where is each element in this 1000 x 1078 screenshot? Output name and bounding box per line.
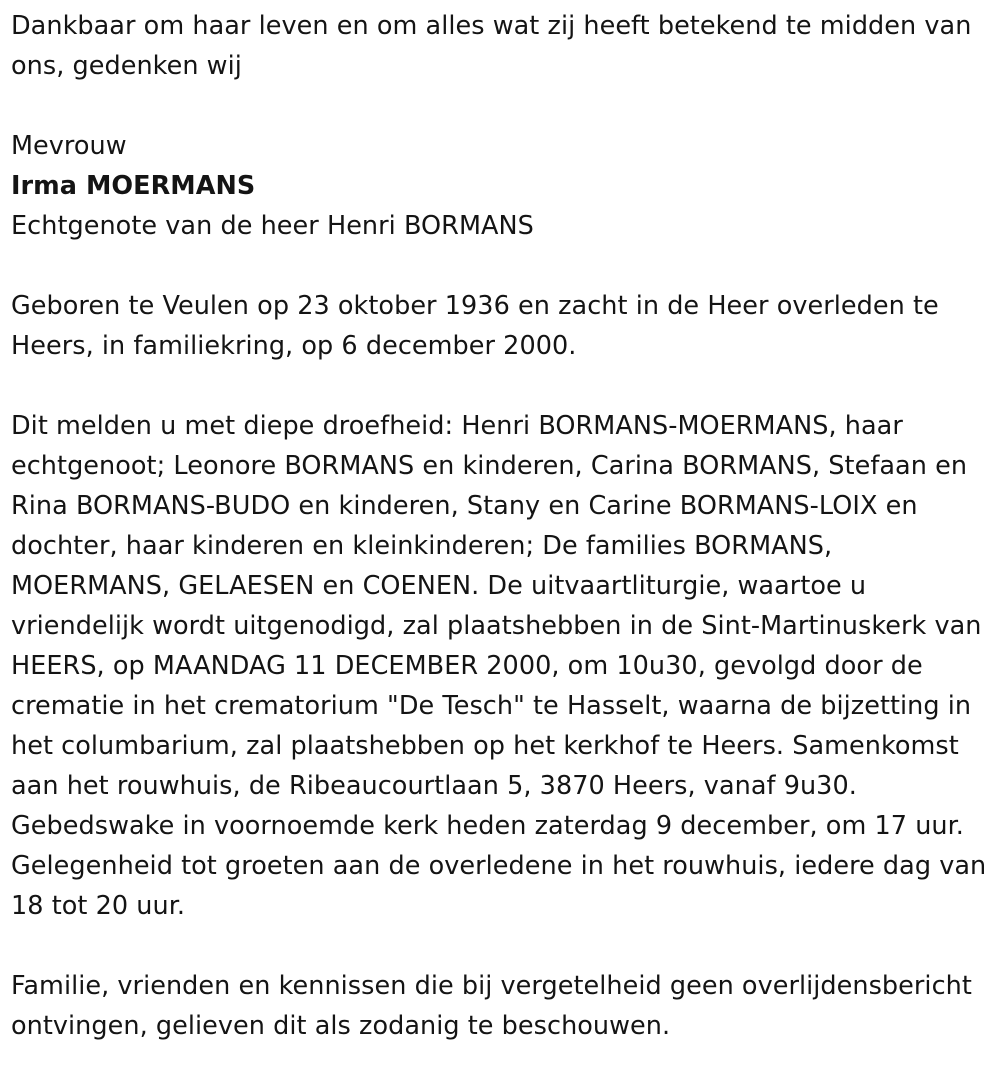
intro-text: Dankbaar om haar leven en om alles wat zij heeft betekend te midden van ons, gedenken wij: [11, 11, 972, 81]
salutation: Mevrouw: [11, 131, 127, 161]
spacer: [11, 246, 993, 286]
spouse-line: Echtgenote van de heer Henri BORMANS: [11, 211, 534, 241]
birth-death-text: Geboren te Veulen op 23 oktober 1936 en zacht in de Heer overleden te Heers, in familiekring, op 6 december 2000.: [11, 291, 939, 361]
spacer: [11, 926, 993, 966]
closing-text: Familie, vrienden en kennissen die bij vergetelheid geen overlijdensbericht ontvingen, gelieven dit als zodanig te beschouwen.: [11, 971, 972, 1041]
spacer: [11, 86, 993, 126]
announcement-text: Dit melden u met diepe droefheid: Henri BORMANS-MOERMANS, haar echtgenoot; Leonore BORMANS en kinderen, Carina BORMANS, Stefaan en Rina BORMANS-BUDO en kinderen, Stany en Carine BORMANS-LOIX en dochter, haar kinderen en kleinkinderen; De families BORMANS, MOERMANS, GELAESEN en COENEN. De uitvaartliturgie, waartoe u vriendelijk wordt uitgenodigd, zal plaatshebben in de Sint-Martinuskerk van HEERS, op MAANDAG 11 DECEMBER 2000, om 10u30, gevolgd door de crematie in het crematorium "De Tesch" te Hasselt, waarna de bijzetting in het columbarium, zal plaatshebben op het kerkhof te Heers. Samenkomst aan het rouwhuis, de Ribeaucourtlaan 5, 3870 Heers, vanaf 9u30. Gebedswake in voornoemde kerk heden zaterdag 9 december, om 17 uur. Gelegenheid tot groeten aan de overledene in het rouwhuis, iedere dag van 18 tot 20 uur.: [11, 411, 987, 921]
death-notice: [11, 6, 993, 1046]
deceased-name: Irma MOERMANS: [11, 171, 256, 201]
spacer: [11, 366, 993, 406]
